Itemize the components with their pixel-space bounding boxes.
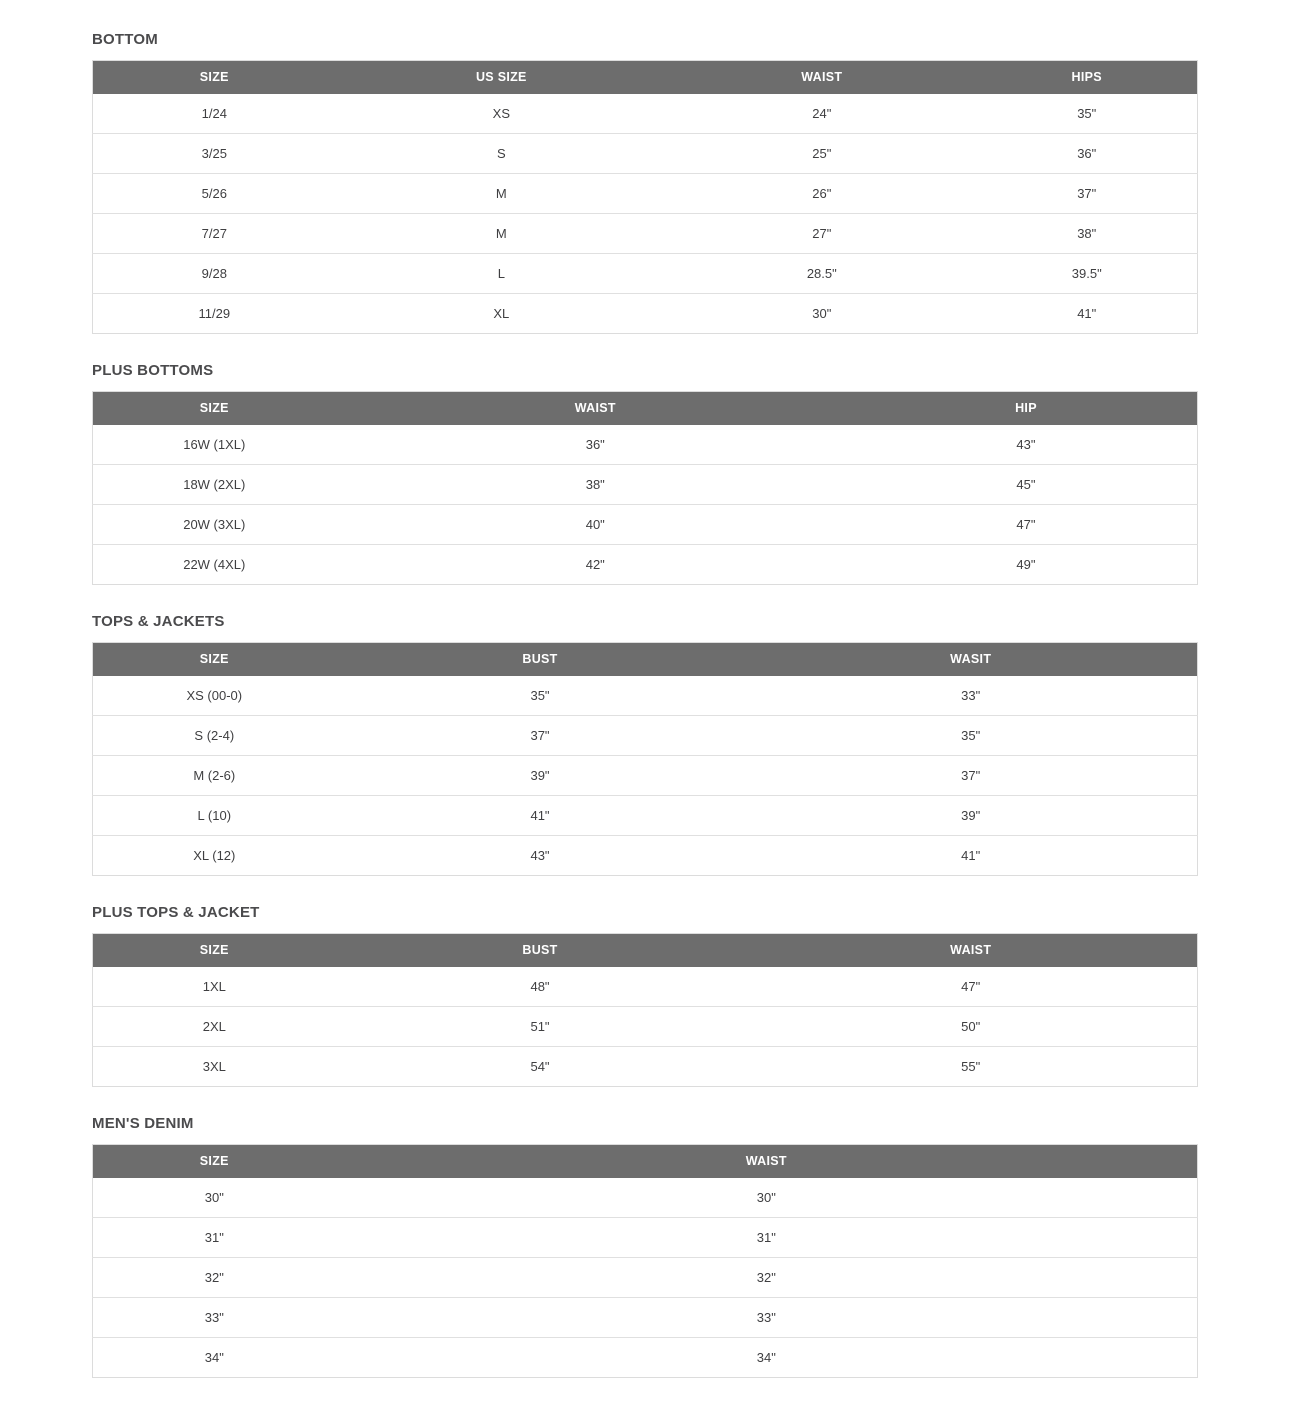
header-row bbox=[93, 643, 1198, 676]
table-cell: 26" bbox=[667, 174, 976, 214]
section-title-plus-bottoms: PLUS BOTTOMS bbox=[92, 362, 214, 379]
table-cell: 30" bbox=[336, 1178, 1198, 1218]
size-table-bottom bbox=[92, 60, 1198, 334]
table-cell: 1/24 bbox=[93, 94, 336, 134]
table-cell: 49" bbox=[855, 545, 1198, 585]
table-cell: 28.5" bbox=[667, 254, 976, 294]
table-cell: 25" bbox=[667, 134, 976, 174]
table-row bbox=[93, 796, 1198, 836]
table-cell: 48" bbox=[336, 967, 745, 1007]
table-cell: 31" bbox=[336, 1218, 1198, 1258]
table-row bbox=[93, 134, 1198, 174]
table-cell: 35" bbox=[336, 676, 745, 716]
size-table-men-s-denim bbox=[92, 1144, 1198, 1378]
table-row bbox=[93, 1298, 1198, 1338]
header-row bbox=[93, 934, 1198, 967]
column-header-hip: HIP bbox=[855, 392, 1198, 425]
table-cell: 37" bbox=[744, 756, 1197, 796]
table-row bbox=[93, 1218, 1198, 1258]
table-row bbox=[93, 1007, 1198, 1047]
size-table-tops-jackets bbox=[92, 642, 1198, 876]
table-cell: 50" bbox=[744, 1007, 1197, 1047]
column-header-size: SIZE bbox=[93, 643, 336, 676]
table-cell: S bbox=[336, 134, 668, 174]
table-cell: 31" bbox=[93, 1218, 336, 1258]
size-table-plus-bottoms bbox=[92, 391, 1198, 585]
column-header-size: SIZE bbox=[93, 1145, 336, 1178]
column-header-bust: BUST bbox=[336, 934, 745, 967]
section-plus-tops-jacket bbox=[92, 904, 1198, 1087]
table-cell: 47" bbox=[744, 967, 1197, 1007]
section-title-men-s-denim: MEN'S DENIM bbox=[92, 1115, 194, 1132]
table-row bbox=[93, 1258, 1198, 1298]
table-cell: 30" bbox=[667, 294, 976, 334]
table-cell: 1XL bbox=[93, 967, 336, 1007]
table-row bbox=[93, 967, 1198, 1007]
table-cell: 11/29 bbox=[93, 294, 336, 334]
table-cell: XS (00-0) bbox=[93, 676, 336, 716]
header-row bbox=[93, 1145, 1198, 1178]
table-cell: 2XL bbox=[93, 1007, 336, 1047]
table-cell: 51" bbox=[336, 1007, 745, 1047]
table-cell: 35" bbox=[976, 94, 1197, 134]
table-row bbox=[93, 545, 1198, 585]
table-cell: 34" bbox=[336, 1338, 1198, 1378]
table-cell: 24" bbox=[667, 94, 976, 134]
column-header-us-size: US SIZE bbox=[336, 61, 668, 94]
table-cell: 36" bbox=[976, 134, 1197, 174]
table-cell: L bbox=[336, 254, 668, 294]
table-cell: 3XL bbox=[93, 1047, 336, 1087]
section-men-s-denim bbox=[92, 1115, 1198, 1378]
table-cell: 55" bbox=[744, 1047, 1197, 1087]
table-row bbox=[93, 505, 1198, 545]
column-header-waist: WAIST bbox=[336, 1145, 1198, 1178]
column-header-size: SIZE bbox=[93, 934, 336, 967]
column-header-waist: WAIST bbox=[744, 934, 1197, 967]
table-cell: 3/25 bbox=[93, 134, 336, 174]
column-header-size: SIZE bbox=[93, 392, 336, 425]
table-cell: 41" bbox=[744, 836, 1197, 876]
table-cell: 39.5" bbox=[976, 254, 1197, 294]
table-cell: M (2-6) bbox=[93, 756, 336, 796]
header-row bbox=[93, 61, 1198, 94]
table-cell: 42" bbox=[336, 545, 855, 585]
table-cell: 40" bbox=[336, 505, 855, 545]
table-cell: 22W (4XL) bbox=[93, 545, 336, 585]
table-cell: 32" bbox=[93, 1258, 336, 1298]
table-cell: 33" bbox=[336, 1298, 1198, 1338]
table-cell: M bbox=[336, 174, 668, 214]
table-cell: 54" bbox=[336, 1047, 745, 1087]
section-title-tops-jackets: TOPS & JACKETS bbox=[92, 613, 225, 630]
table-cell: 32" bbox=[336, 1258, 1198, 1298]
table-cell: 5/26 bbox=[93, 174, 336, 214]
table-row bbox=[93, 676, 1198, 716]
table-row bbox=[93, 756, 1198, 796]
table-row bbox=[93, 214, 1198, 254]
table-cell: XS bbox=[336, 94, 668, 134]
table-cell: S (2-4) bbox=[93, 716, 336, 756]
table-row bbox=[93, 716, 1198, 756]
table-row bbox=[93, 254, 1198, 294]
section-title-bottom: BOTTOM bbox=[92, 31, 158, 48]
table-cell: 33" bbox=[744, 676, 1197, 716]
table-cell: 30" bbox=[93, 1178, 336, 1218]
table-row bbox=[93, 174, 1198, 214]
table-cell: XL bbox=[336, 294, 668, 334]
table-cell: 39" bbox=[336, 756, 745, 796]
table-cell: 41" bbox=[336, 796, 745, 836]
table-cell: 36" bbox=[336, 425, 855, 465]
table-cell: 43" bbox=[855, 425, 1198, 465]
table-row bbox=[93, 1178, 1198, 1218]
header-row bbox=[93, 392, 1198, 425]
table-cell: 45" bbox=[855, 465, 1198, 505]
table-cell: 34" bbox=[93, 1338, 336, 1378]
table-cell: 20W (3XL) bbox=[93, 505, 336, 545]
section-title-plus-tops-jacket: PLUS TOPS & JACKET bbox=[92, 904, 260, 921]
table-row bbox=[93, 294, 1198, 334]
table-cell: 37" bbox=[336, 716, 745, 756]
table-cell: M bbox=[336, 214, 668, 254]
column-header-hips: HIPS bbox=[976, 61, 1197, 94]
table-cell: 16W (1XL) bbox=[93, 425, 336, 465]
section-tops-jackets bbox=[92, 613, 1198, 876]
table-cell: 38" bbox=[336, 465, 855, 505]
table-row bbox=[93, 836, 1198, 876]
table-row bbox=[93, 425, 1198, 465]
tables-root bbox=[92, 31, 1198, 1378]
table-row bbox=[93, 94, 1198, 134]
table-row bbox=[93, 1338, 1198, 1378]
table-cell: 7/27 bbox=[93, 214, 336, 254]
section-plus-bottoms bbox=[92, 362, 1198, 585]
table-cell: 9/28 bbox=[93, 254, 336, 294]
column-header-size: SIZE bbox=[93, 61, 336, 94]
table-cell: 35" bbox=[744, 716, 1197, 756]
table-cell: 38" bbox=[976, 214, 1197, 254]
column-header-waist: WAIST bbox=[336, 392, 855, 425]
table-cell: 43" bbox=[336, 836, 745, 876]
table-cell: L (10) bbox=[93, 796, 336, 836]
table-cell: 33" bbox=[93, 1298, 336, 1338]
section-bottom bbox=[92, 31, 1198, 334]
table-row bbox=[93, 1047, 1198, 1087]
table-cell: 37" bbox=[976, 174, 1197, 214]
table-row bbox=[93, 465, 1198, 505]
column-header-bust: BUST bbox=[336, 643, 745, 676]
size-table-plus-tops-jacket bbox=[92, 933, 1198, 1087]
table-cell: 18W (2XL) bbox=[93, 465, 336, 505]
table-cell: 47" bbox=[855, 505, 1198, 545]
column-header-waist: WAIST bbox=[667, 61, 976, 94]
column-header-wasit: WASIT bbox=[744, 643, 1197, 676]
table-cell: XL (12) bbox=[93, 836, 336, 876]
table-cell: 27" bbox=[667, 214, 976, 254]
table-cell: 39" bbox=[744, 796, 1197, 836]
table-cell: 41" bbox=[976, 294, 1197, 334]
